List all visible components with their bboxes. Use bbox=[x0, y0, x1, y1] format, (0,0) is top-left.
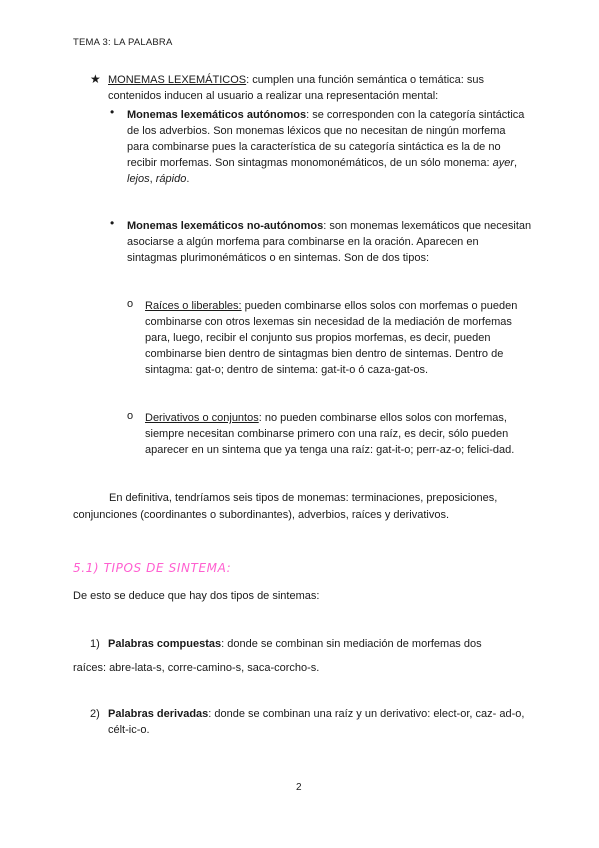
list-item-term: Palabras compuestas bbox=[108, 638, 222, 650]
raices-line1: pueden combinarse ellos solos con morfemas o pueden bbox=[241, 300, 518, 312]
section-heading: 5.1) TIPOS DE SINTEMA: bbox=[73, 561, 232, 575]
no-autonomos-line1: : son monemas lexemáticos que necesitan bbox=[323, 220, 532, 232]
derivativos-line3: aparecer en un sintema que ya tenga una raíz: gat-it-o; perr-az-o; felici-dad. bbox=[145, 444, 515, 456]
raices-line2: combinarse con otros lexemas sin necesidad de la mediación de morfemas bbox=[145, 316, 512, 328]
no-autonomos-line2: asociarse a algún morfema para combinarse en la oración. Aparecen en bbox=[127, 236, 479, 248]
derivativos-paragraph bbox=[145, 410, 565, 458]
derivativos-term: Derivativos o conjuntos bbox=[145, 412, 259, 424]
summary-line1: En definitiva, tendríamos seis tipos de monemas: terminaciones, preposiciones, bbox=[109, 492, 498, 504]
list-item-line2: célt-ic-o. bbox=[108, 724, 150, 736]
list-item bbox=[108, 636, 548, 652]
intro-paragraph: De esto se deduce que hay dos tipos de sintemas: bbox=[73, 590, 320, 602]
lexematicos-term: MONEMAS LEXEMÁTICOS bbox=[108, 74, 247, 86]
bullet-dot-icon: • bbox=[110, 105, 115, 119]
lexematicos-line1: : cumplen una función semántica o temática: sus bbox=[246, 74, 484, 86]
bullet-dot-icon: • bbox=[110, 216, 115, 230]
running-header: TEMA 3: LA PALABRA bbox=[73, 37, 173, 48]
list-item-line1: : donde se combinan una raíz y un derivativo: elect-or, caz- ad-o, bbox=[208, 708, 525, 720]
summary-line2: conjunciones (coordinantes o subordinantes), adverbios, raíces y derivativos. bbox=[73, 509, 450, 521]
example-lejos: lejos bbox=[127, 173, 150, 185]
list-item-term: Palabras derivadas bbox=[108, 708, 209, 720]
bullet-circle-icon: o bbox=[127, 298, 134, 310]
autonomos-term: Monemas lexemáticos autónomos bbox=[127, 109, 307, 121]
list-item-line2: raíces: abre-lata-s, corre-camino-s, saca-corcho-s. bbox=[73, 662, 320, 674]
list-item-number: 2) bbox=[90, 708, 100, 720]
no-autonomos-line3: sintagmas plurimonémáticos o en sintemas. Son de dos tipos: bbox=[127, 252, 430, 264]
raices-paragraph bbox=[145, 298, 565, 378]
example-ayer: ayer bbox=[492, 157, 515, 169]
raices-line3: para, luego, recibir el conjunto sus propios morfemas, es decir, pueden bbox=[145, 332, 491, 344]
autonomos-line1: : se corresponden con la categoría sintáctica bbox=[306, 109, 525, 121]
autonomos-line4: recibir morfemas. Son sintagmas monomonémáticos, de un sólo monema: bbox=[127, 157, 493, 169]
lexematicos-line2: contenidos inducen al usuario a realizar una representación mental: bbox=[108, 90, 439, 102]
list-item bbox=[108, 706, 558, 738]
raices-term: Raíces o liberables: bbox=[145, 300, 242, 312]
no-autonomos-paragraph bbox=[127, 218, 557, 266]
list-item-number: 1) bbox=[90, 638, 100, 650]
lexematicos-paragraph bbox=[108, 72, 548, 104]
autonomos-line2: de los adverbios. Son monemas léxicos que no necesitan de ningún morfema bbox=[127, 125, 506, 137]
star-bullet-icon: ★ bbox=[90, 72, 101, 86]
raices-line4: combinarse bien dentro de sintagmas bien dentro de sintemas. Dentro de bbox=[145, 348, 504, 360]
example-rapido: rápido bbox=[155, 173, 187, 185]
list-item-line1: : donde se combinan sin mediación de morfemas dos bbox=[221, 638, 482, 650]
page-number: 2 bbox=[296, 782, 302, 793]
bullet-circle-icon: o bbox=[127, 410, 134, 422]
raices-line5: sintagma: gat-o; dentro de sintema: gat-it-o ó caza-gat-os. bbox=[145, 364, 429, 376]
derivativos-line1: : no pueden combinarse ellos solos con morfemas, bbox=[258, 412, 507, 424]
no-autonomos-term: Monemas lexemáticos no-autónomos bbox=[127, 220, 324, 232]
autonomos-line3: para combinarse pues la característica de su categoría sintáctica es la de no bbox=[127, 141, 501, 153]
derivativos-line2: siempre necesitan combinarse primero con una raíz, es decir, sólo pueden bbox=[145, 428, 509, 440]
autonomos-paragraph: Monemas lexemáticos autónomos: se corresponden con la categoría sintáctica de los adverbios. Son monemas léxicos que no necesitan de ningún morfema para combinarse pues la característica de su categoría sintáctica es la de no recibir morfemas. Son sintagmas monomonémáticos, de un sólo monema: ayer, lejos, rápido. bbox=[127, 109, 525, 185]
